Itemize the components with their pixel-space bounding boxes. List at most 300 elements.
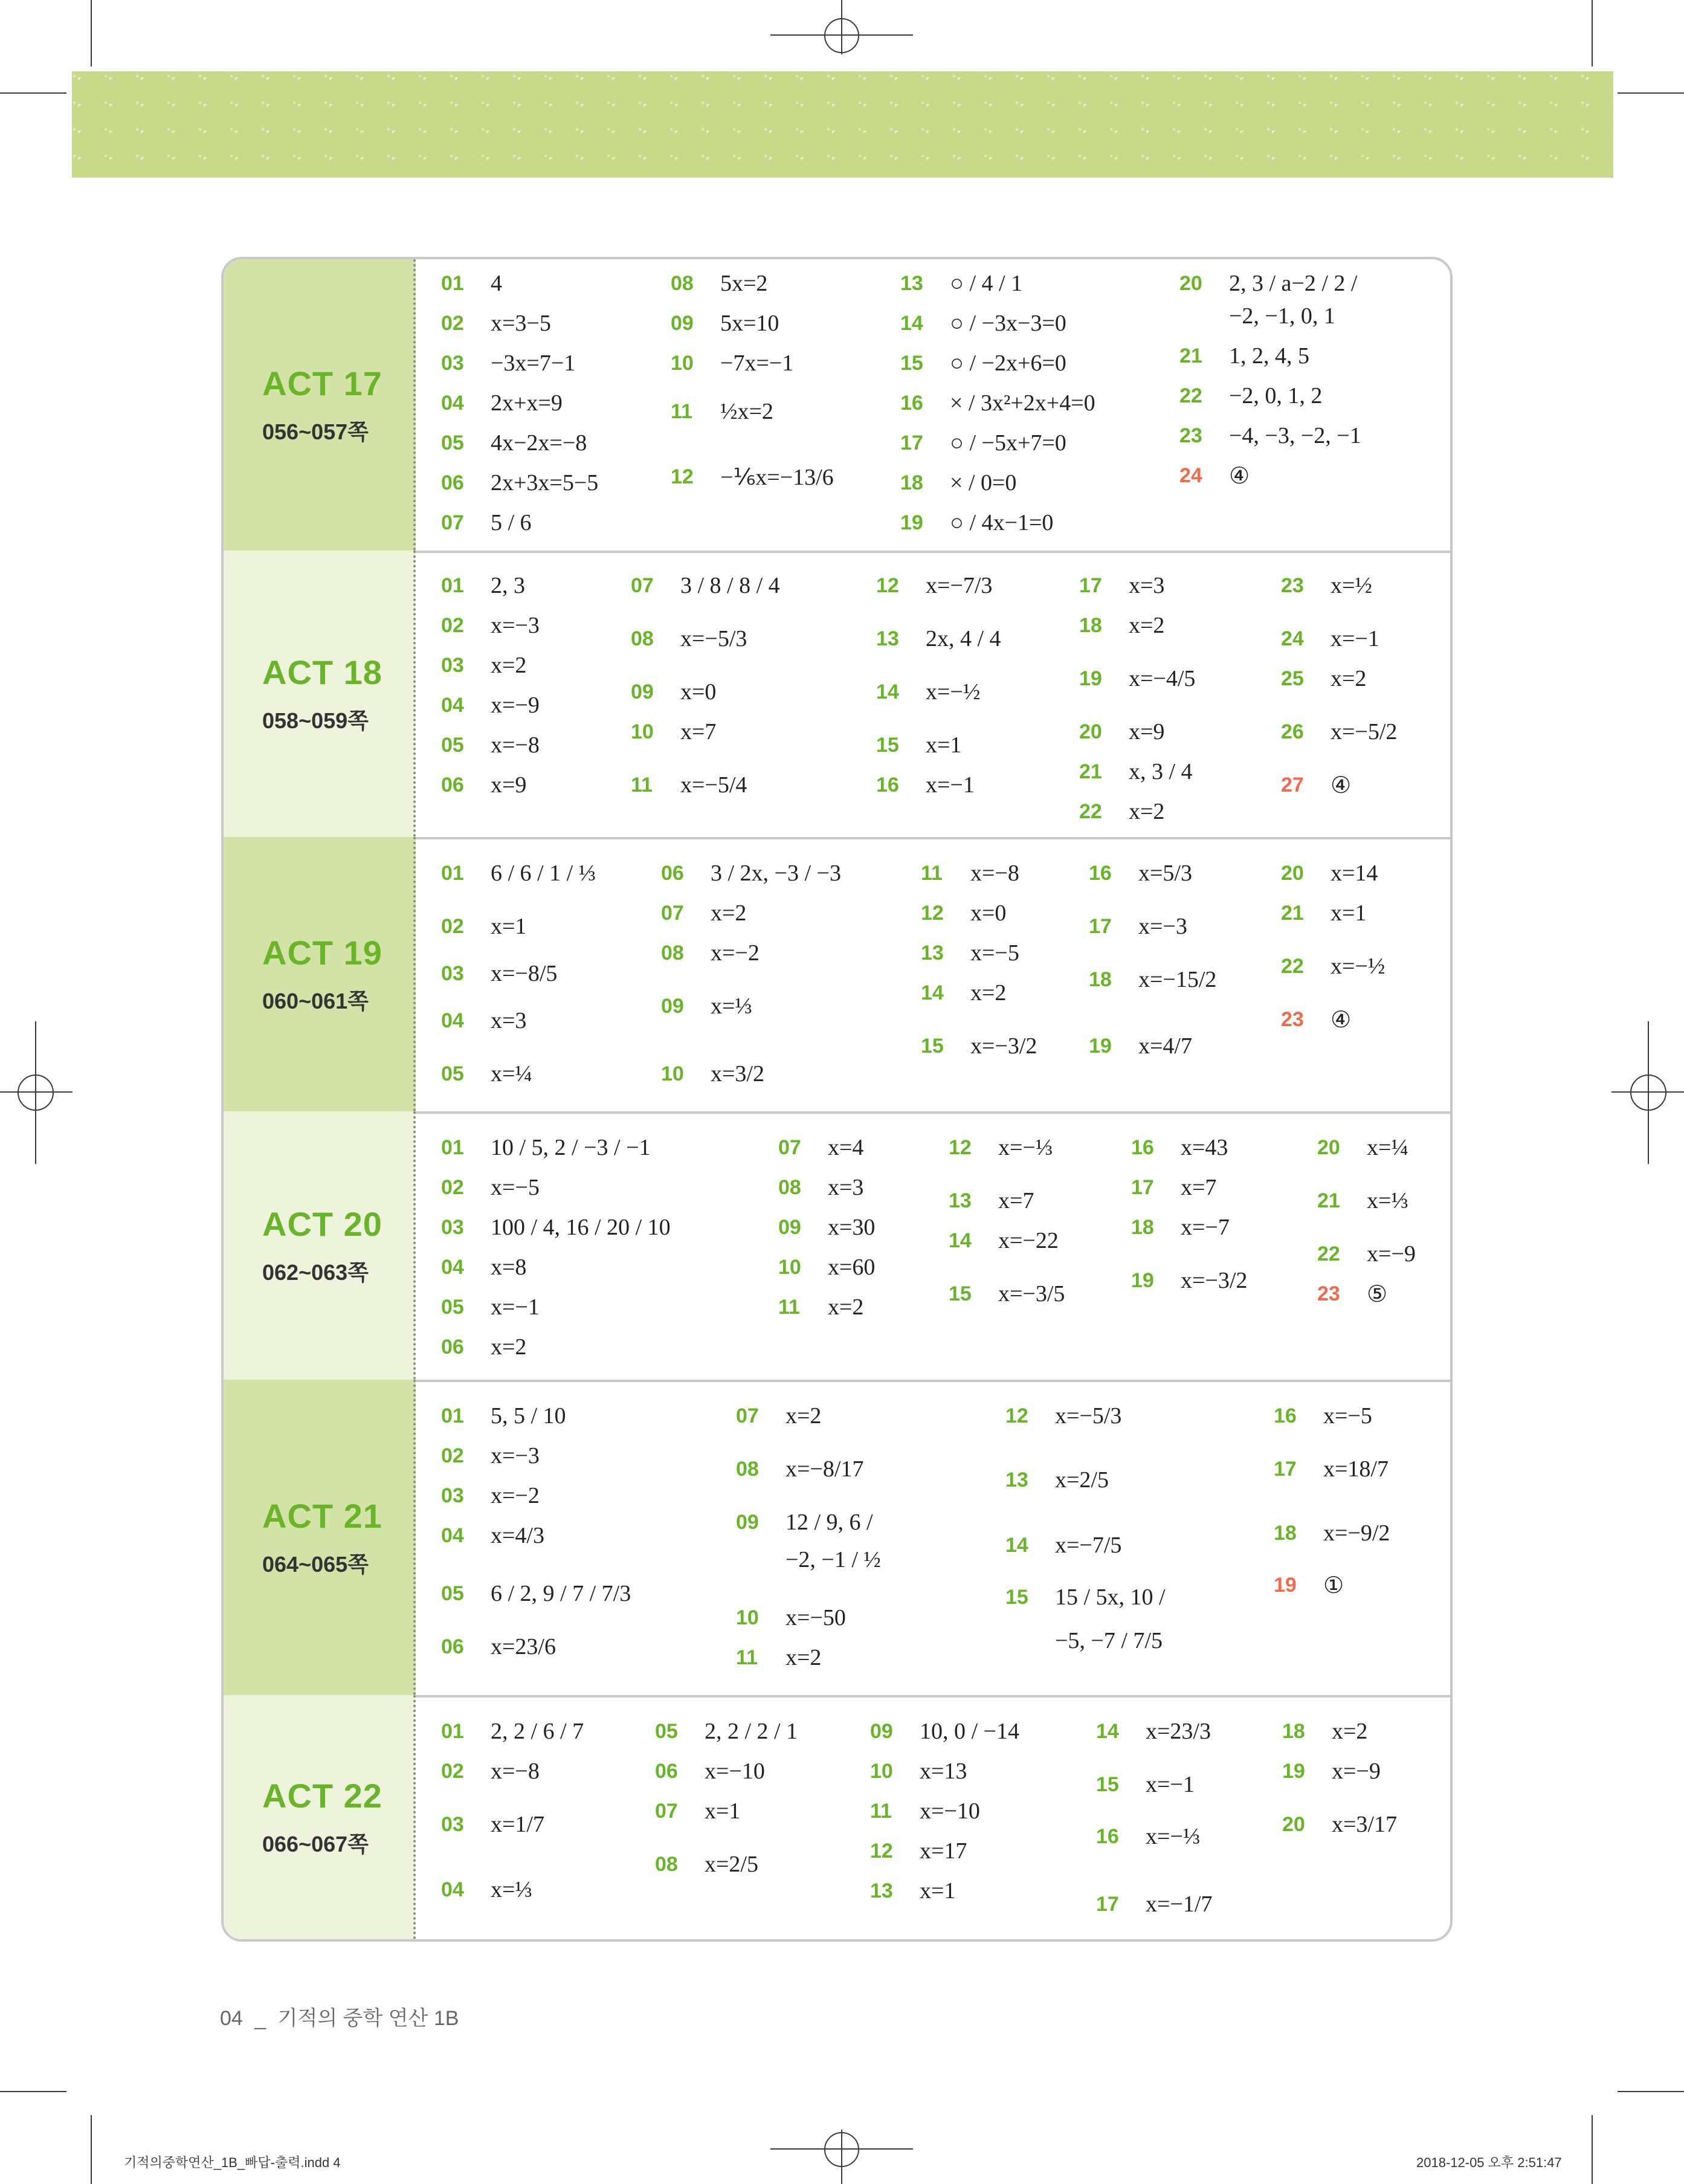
answer-item bbox=[1274, 1520, 1390, 1546]
answer-text: x=−2 bbox=[711, 940, 760, 966]
answer-item bbox=[671, 350, 793, 376]
problem-number: 19 bbox=[1089, 1034, 1112, 1058]
answer-text: x=−1 bbox=[1331, 626, 1379, 651]
answer-item bbox=[1096, 1771, 1195, 1798]
answer-text: 2x, 4 / 4 bbox=[926, 626, 1001, 651]
answer-item bbox=[1179, 270, 1357, 297]
answer-item bbox=[1274, 1572, 1344, 1599]
answer-item bbox=[870, 1758, 967, 1785]
answer-item bbox=[778, 1254, 875, 1281]
answer-text: x=−3 bbox=[491, 613, 540, 638]
problem-number: 04 bbox=[441, 1009, 464, 1032]
answer-item bbox=[900, 470, 1016, 496]
answer-text: x=2 bbox=[828, 1294, 864, 1320]
answer-text: ○ / 4 / 1 bbox=[950, 271, 1023, 296]
answer-text: × / 3x²+2x+4=0 bbox=[950, 390, 1095, 416]
answer-item bbox=[631, 679, 716, 705]
answer-item bbox=[441, 612, 540, 639]
problem-number: 23 bbox=[1281, 573, 1304, 597]
act-section bbox=[224, 551, 1450, 839]
answer-text: x=3/2 bbox=[711, 1061, 764, 1087]
problem-number: 10 bbox=[631, 720, 654, 743]
answer-item bbox=[870, 1838, 967, 1864]
crop-mark bbox=[91, 0, 92, 66]
answer-item bbox=[900, 430, 1066, 456]
answer-item bbox=[876, 732, 961, 758]
problem-number: 06 bbox=[441, 773, 464, 796]
answer-item bbox=[1079, 572, 1164, 599]
problem-number: 08 bbox=[655, 1852, 678, 1876]
act-title: ACT 18 bbox=[262, 653, 382, 691]
answer-text: x=2 bbox=[711, 900, 747, 926]
crop-mark bbox=[91, 2115, 92, 2184]
problem-number: 17 bbox=[900, 431, 923, 454]
problem-number: 08 bbox=[736, 1457, 759, 1481]
answer-text: x=2 bbox=[1129, 613, 1165, 638]
answer-item bbox=[671, 398, 773, 425]
answer-item bbox=[441, 732, 540, 758]
answer-item bbox=[1131, 1267, 1247, 1294]
problem-number: 14 bbox=[1096, 1719, 1119, 1743]
act-label bbox=[224, 259, 416, 551]
problem-number: 15 bbox=[921, 1034, 944, 1058]
problem-number: 16 bbox=[1089, 861, 1112, 885]
problem-number: 10 bbox=[671, 351, 694, 375]
answer-text: x=18/7 bbox=[1323, 1456, 1389, 1482]
answer-item bbox=[631, 625, 747, 652]
answer-item bbox=[1281, 665, 1366, 692]
act-pages: 064~065쪽 bbox=[262, 1552, 369, 1577]
answer-item bbox=[441, 1580, 631, 1607]
problem-number: 05 bbox=[441, 1295, 464, 1319]
answer-text: 3 / 8 / 8 / 4 bbox=[680, 573, 780, 598]
answer-text: x=−⅓ bbox=[1146, 1824, 1201, 1849]
problem-number: 02 bbox=[441, 1759, 464, 1783]
answer-text: 4x−2x=−8 bbox=[491, 430, 587, 456]
answer-item bbox=[1281, 572, 1372, 599]
problem-number: 18 bbox=[1089, 968, 1112, 991]
problem-number: 23 bbox=[1179, 424, 1202, 447]
problem-number: 03 bbox=[441, 1812, 464, 1836]
answer-text: x=23/3 bbox=[1146, 1719, 1211, 1744]
answer-text: x=2 bbox=[1331, 666, 1367, 691]
problem-number: 09 bbox=[778, 1215, 801, 1239]
answer-panel bbox=[221, 257, 1453, 1942]
answer-text: x=4/7 bbox=[1138, 1033, 1192, 1059]
answer-text: x=−5/4 bbox=[680, 772, 747, 798]
answer-text: x=8 bbox=[491, 1255, 527, 1280]
problem-number: 11 bbox=[870, 1799, 892, 1823]
answer-text: x=−5 bbox=[1323, 1403, 1372, 1429]
problem-number: 25 bbox=[1281, 667, 1304, 690]
answer-item bbox=[441, 1061, 532, 1087]
answer-text: 5, 5 / 10 bbox=[491, 1403, 566, 1429]
answer-text: x=−15/2 bbox=[1138, 967, 1217, 992]
problem-number: 05 bbox=[441, 733, 464, 757]
answer-item bbox=[778, 1134, 863, 1161]
problem-number: 04 bbox=[441, 693, 464, 717]
answer-text: x=¼ bbox=[491, 1061, 532, 1087]
answer-item bbox=[1089, 1033, 1192, 1059]
answer-item bbox=[1089, 913, 1187, 940]
answer-text: x=−½ bbox=[1331, 954, 1386, 979]
answer-text: x=7 bbox=[998, 1188, 1034, 1213]
problem-number: 12 bbox=[876, 573, 899, 597]
answer-item bbox=[870, 1798, 980, 1824]
answer-text: x=3 bbox=[491, 1008, 527, 1033]
problem-number: 02 bbox=[441, 914, 464, 938]
answer-item bbox=[631, 572, 780, 599]
answer-text: −4, −3, −2, −1 bbox=[1229, 423, 1361, 448]
answer-item bbox=[661, 1061, 764, 1087]
crop-mark bbox=[0, 92, 66, 94]
problem-number: 27 bbox=[1281, 774, 1304, 796]
answer-item bbox=[736, 1604, 846, 1631]
answer-item bbox=[1096, 1891, 1212, 1917]
answer-text: 5x=10 bbox=[720, 311, 779, 336]
answer-text: x=4 bbox=[828, 1135, 864, 1160]
problem-number: 06 bbox=[441, 1335, 464, 1359]
problem-number: 17 bbox=[1131, 1175, 1154, 1199]
answer-text: ④ bbox=[1331, 1007, 1352, 1033]
problem-number: 16 bbox=[1131, 1136, 1154, 1159]
problem-number: 04 bbox=[441, 1878, 464, 1901]
problem-number: 09 bbox=[870, 1719, 893, 1743]
answer-item bbox=[441, 1294, 540, 1320]
answer-text: x=−8 bbox=[491, 732, 540, 758]
answer-item bbox=[1281, 1006, 1351, 1033]
answer-item bbox=[1096, 1823, 1200, 1850]
problem-number: 08 bbox=[671, 271, 694, 295]
answer-continuation: −2, −1, 0, 1 bbox=[1229, 303, 1335, 329]
answer-text: x=−1/7 bbox=[1146, 1892, 1213, 1917]
answer-text: x=−3/2 bbox=[1181, 1268, 1248, 1293]
answer-text: x=2 bbox=[491, 653, 527, 678]
answer-item bbox=[441, 390, 563, 416]
problem-number: 07 bbox=[778, 1136, 801, 1159]
answer-item bbox=[778, 1294, 863, 1320]
answer-item bbox=[1005, 1584, 1166, 1611]
problem-number: 15 bbox=[900, 351, 923, 375]
answer-item bbox=[1179, 462, 1250, 489]
problem-number: 16 bbox=[876, 773, 899, 796]
problem-number: 17 bbox=[1079, 573, 1102, 597]
answer-item bbox=[661, 900, 746, 926]
answer-text: x=9 bbox=[491, 772, 527, 798]
answer-item bbox=[900, 270, 1022, 297]
problem-number: 09 bbox=[671, 311, 694, 335]
answer-item bbox=[1282, 1718, 1367, 1745]
problem-number: 03 bbox=[441, 1215, 464, 1239]
answer-item bbox=[441, 1633, 556, 1660]
answer-text: 100 / 4, 16 / 20 / 10 bbox=[491, 1215, 671, 1240]
problem-number: 04 bbox=[441, 1255, 464, 1279]
answer-item bbox=[1274, 1456, 1389, 1482]
answer-item bbox=[441, 772, 526, 798]
answer-text: x=−1 bbox=[1146, 1772, 1195, 1797]
problem-number: 01 bbox=[441, 573, 464, 597]
problem-number: 22 bbox=[1317, 1242, 1340, 1265]
answer-item bbox=[1281, 900, 1366, 926]
answer-item bbox=[441, 1482, 540, 1509]
problem-number: 22 bbox=[1179, 384, 1202, 407]
answer-text: x=3/17 bbox=[1332, 1812, 1397, 1837]
answer-item bbox=[441, 1214, 671, 1241]
problem-number: 03 bbox=[441, 351, 464, 375]
crop-mark bbox=[1592, 0, 1593, 66]
answer-item bbox=[1281, 719, 1397, 745]
header-banner bbox=[72, 71, 1613, 178]
answer-text: x=43 bbox=[1181, 1135, 1228, 1160]
act-title: ACT 21 bbox=[262, 1497, 382, 1535]
answer-item bbox=[661, 940, 760, 966]
page-number: 04 bbox=[220, 2007, 243, 2030]
footer-separator: _ bbox=[254, 2007, 266, 2030]
answer-item bbox=[441, 913, 526, 940]
answer-text: x=−4/5 bbox=[1129, 666, 1196, 691]
problem-number: 22 bbox=[1079, 800, 1102, 823]
answer-item bbox=[736, 1456, 863, 1482]
answer-text: x=−5/3 bbox=[1055, 1403, 1122, 1429]
problem-number: 10 bbox=[661, 1062, 684, 1085]
act-section bbox=[224, 837, 1450, 1114]
answer-item bbox=[1281, 625, 1379, 652]
answer-text: 2, 3 bbox=[491, 573, 525, 598]
crop-mark bbox=[1592, 2115, 1593, 2184]
answer-text: ④ bbox=[1229, 464, 1250, 489]
answer-item bbox=[661, 993, 752, 1019]
answer-text: 10, 0 / −14 bbox=[920, 1719, 1019, 1744]
answer-item bbox=[900, 390, 1095, 416]
act-title: ACT 20 bbox=[262, 1205, 382, 1243]
answer-text: x=14 bbox=[1331, 861, 1378, 886]
answer-item bbox=[1281, 772, 1351, 799]
problem-number: 02 bbox=[441, 613, 464, 637]
problem-number: 09 bbox=[736, 1510, 759, 1534]
answer-item bbox=[1079, 758, 1193, 785]
answer-text: ① bbox=[1323, 1573, 1344, 1598]
problem-number: 20 bbox=[1282, 1812, 1305, 1836]
answer-text: x=−8/17 bbox=[786, 1456, 864, 1482]
answer-text: x, 3 / 4 bbox=[1129, 759, 1193, 784]
answer-text: ○ / −2x+6=0 bbox=[950, 351, 1066, 376]
problem-number: 24 bbox=[1281, 627, 1304, 650]
problem-number: 09 bbox=[631, 680, 654, 703]
answer-item bbox=[876, 625, 1001, 652]
answer-text: x=0 bbox=[970, 900, 1007, 926]
answer-item bbox=[876, 572, 992, 599]
answer-text: 2, 2 / 6 / 7 bbox=[491, 1719, 584, 1744]
act-pages: 066~067쪽 bbox=[262, 1832, 369, 1856]
problem-number: 19 bbox=[1282, 1759, 1305, 1783]
problem-number: 14 bbox=[949, 1229, 972, 1252]
problem-number: 10 bbox=[870, 1759, 893, 1783]
answer-item bbox=[1079, 612, 1164, 639]
problem-number: 22 bbox=[1281, 954, 1304, 978]
answer-item bbox=[949, 1134, 1053, 1161]
problem-number: 18 bbox=[1282, 1719, 1305, 1743]
problem-number: 12 bbox=[949, 1136, 972, 1159]
answer-text: x=−5/3 bbox=[680, 626, 747, 651]
problem-number: 15 bbox=[1005, 1585, 1028, 1609]
answer-item bbox=[736, 1403, 821, 1429]
answer-text: x=−7/3 bbox=[926, 573, 993, 598]
answer-item bbox=[778, 1174, 863, 1201]
answer-text: x=2 bbox=[1129, 799, 1165, 824]
answer-text: x=2 bbox=[786, 1403, 822, 1429]
answer-item bbox=[441, 270, 502, 297]
problem-number: 13 bbox=[1005, 1468, 1028, 1491]
problem-number: 20 bbox=[1317, 1136, 1340, 1159]
slug-filename: 기적의중학연산_1B_빠답-출력.indd 4 bbox=[124, 2155, 341, 2170]
answer-text: x=−3/2 bbox=[970, 1033, 1037, 1059]
problem-number: 14 bbox=[921, 981, 944, 1004]
answer-text: × / 0=0 bbox=[950, 470, 1017, 496]
problem-number: 12 bbox=[921, 901, 944, 925]
act-label bbox=[224, 1695, 416, 1939]
answer-item bbox=[1281, 860, 1378, 887]
crop-mark bbox=[0, 2091, 66, 2092]
answer-item bbox=[1005, 1403, 1121, 1429]
answer-text: ○ / −3x−3=0 bbox=[950, 311, 1066, 336]
answer-text: x=−1 bbox=[926, 772, 975, 798]
answer-item bbox=[921, 860, 1019, 887]
problem-number: 18 bbox=[900, 471, 923, 494]
answer-item bbox=[1131, 1214, 1230, 1241]
answer-item bbox=[441, 1443, 540, 1469]
answer-item bbox=[441, 1254, 526, 1281]
answer-text: x=3 bbox=[1129, 573, 1165, 598]
problem-number: 20 bbox=[1079, 720, 1102, 743]
problem-number: 05 bbox=[441, 1581, 464, 1605]
act-label bbox=[224, 1380, 416, 1695]
answer-item bbox=[876, 679, 980, 705]
page-footer bbox=[220, 2001, 459, 2031]
problem-number: 17 bbox=[1089, 914, 1112, 938]
answer-text: x=13 bbox=[920, 1759, 967, 1784]
problem-number: 17 bbox=[1096, 1892, 1119, 1916]
answer-item bbox=[441, 1134, 651, 1161]
answer-text: x=−2 bbox=[491, 1483, 540, 1508]
problem-number: 11 bbox=[631, 773, 653, 796]
crop-mark bbox=[1618, 2091, 1684, 2092]
answer-text: x=5/3 bbox=[1138, 861, 1192, 886]
answer-text: x=1 bbox=[926, 732, 962, 758]
answer-item bbox=[736, 1644, 821, 1671]
answer-item bbox=[441, 470, 598, 496]
problem-number: 12 bbox=[870, 1839, 893, 1863]
problem-number: 23 bbox=[1281, 1008, 1304, 1031]
answer-item bbox=[949, 1281, 1065, 1307]
problem-number: 02 bbox=[441, 311, 464, 335]
problem-number: 07 bbox=[736, 1404, 759, 1427]
answer-item bbox=[921, 900, 1006, 926]
problem-number: 20 bbox=[1281, 861, 1304, 885]
answer-text: x=−10 bbox=[705, 1759, 765, 1784]
answer-text: ○ / −5x+7=0 bbox=[950, 430, 1066, 456]
answer-text: x=7 bbox=[680, 719, 717, 745]
answer-item bbox=[441, 310, 551, 337]
answer-text: 15 / 5x, 10 / bbox=[1055, 1585, 1166, 1610]
answer-text: x=2/5 bbox=[1055, 1467, 1109, 1493]
answer-item bbox=[870, 1878, 955, 1904]
answer-item bbox=[921, 980, 1006, 1006]
answer-text: x=60 bbox=[828, 1255, 876, 1280]
problem-number: 13 bbox=[876, 627, 899, 650]
act-section bbox=[224, 259, 1450, 553]
problem-number: 14 bbox=[1005, 1533, 1028, 1557]
answer-item bbox=[441, 350, 575, 376]
problem-number: 16 bbox=[1096, 1824, 1119, 1848]
problem-number: 11 bbox=[736, 1646, 758, 1669]
answer-item bbox=[778, 1214, 875, 1241]
answer-item bbox=[671, 270, 767, 297]
answer-item bbox=[655, 1798, 740, 1824]
answer-item bbox=[1079, 665, 1195, 692]
answer-text: x=1/7 bbox=[491, 1812, 544, 1837]
act-section bbox=[224, 1380, 1450, 1698]
answer-text: 3 / 2x, −3 / −3 bbox=[711, 861, 841, 886]
answer-text: 5 / 6 bbox=[491, 510, 532, 535]
answer-text: 10 / 5, 2 / −3 / −1 bbox=[491, 1135, 651, 1160]
answer-continuation: −5, −7 / 7/5 bbox=[1055, 1628, 1163, 1653]
problem-number: 06 bbox=[661, 861, 684, 885]
answer-item bbox=[441, 430, 587, 456]
problem-number: 09 bbox=[661, 994, 684, 1018]
problem-number: 01 bbox=[441, 861, 464, 885]
answer-item bbox=[1317, 1134, 1408, 1161]
problem-number: 21 bbox=[1179, 344, 1202, 367]
problem-number: 16 bbox=[1274, 1404, 1297, 1427]
problem-number: 18 bbox=[1274, 1521, 1297, 1545]
problem-number: 20 bbox=[1179, 271, 1202, 295]
answer-item bbox=[441, 1174, 540, 1201]
answer-text: x=−7/5 bbox=[1055, 1533, 1122, 1558]
answer-item bbox=[1096, 1718, 1211, 1745]
answer-text: x=−3 bbox=[1138, 914, 1187, 939]
problem-number: 05 bbox=[441, 431, 464, 454]
answer-item bbox=[671, 464, 834, 491]
answer-item bbox=[441, 1334, 526, 1360]
problem-number: 11 bbox=[921, 861, 943, 885]
answer-item bbox=[1282, 1811, 1397, 1838]
answer-item bbox=[655, 1718, 798, 1745]
answer-item bbox=[661, 860, 841, 887]
problem-number: 01 bbox=[441, 1404, 464, 1427]
answer-text: −3x=7−1 bbox=[491, 351, 576, 376]
answer-text: x=9 bbox=[1129, 719, 1165, 745]
problem-number: 21 bbox=[1317, 1189, 1340, 1212]
answer-text: x=−½ bbox=[926, 679, 981, 705]
answer-text: ○ / 4x−1=0 bbox=[950, 510, 1054, 535]
answer-text: x=−5/2 bbox=[1331, 719, 1398, 745]
answer-text: x=−8 bbox=[491, 1759, 540, 1784]
answer-text: x=7 bbox=[1181, 1175, 1217, 1200]
answer-item bbox=[921, 940, 1019, 966]
problem-number: 07 bbox=[661, 901, 684, 925]
answer-text: 1, 2, 4, 5 bbox=[1229, 343, 1309, 369]
problem-number: 18 bbox=[1079, 613, 1102, 637]
problem-number: 06 bbox=[655, 1759, 678, 1783]
answer-text: x=⅓ bbox=[491, 1877, 532, 1902]
answer-item bbox=[921, 1033, 1037, 1059]
answer-item bbox=[949, 1227, 1059, 1254]
problem-number: 03 bbox=[441, 961, 464, 985]
answer-item bbox=[1317, 1187, 1408, 1214]
answer-text: x=1 bbox=[491, 914, 527, 939]
problem-number: 02 bbox=[441, 1175, 464, 1199]
answer-item bbox=[441, 509, 532, 536]
